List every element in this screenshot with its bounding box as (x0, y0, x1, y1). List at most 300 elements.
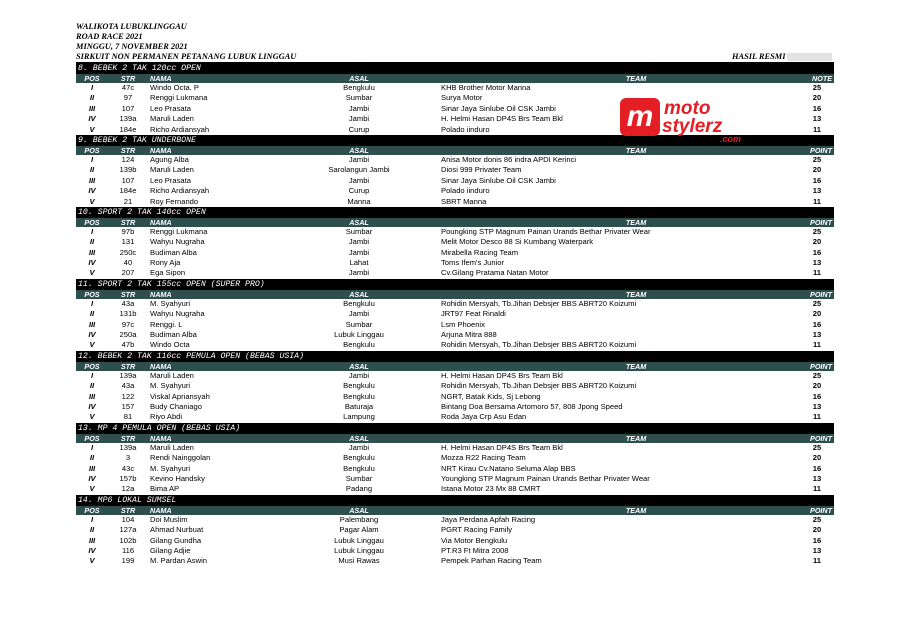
cell-point: 25 (812, 226, 822, 236)
table-row (76, 536, 834, 546)
cell-pos: V (89, 124, 95, 134)
column-header-pos: POS (84, 289, 100, 299)
table-row (76, 320, 834, 330)
table-row (76, 453, 834, 463)
section-title: 8. BEBEK 2 TAK 120cc OPEN (76, 63, 834, 74)
cell-point: 16 (812, 247, 822, 257)
cell-asal: Padang (345, 484, 373, 494)
cell-team: JRT97 Feat Rinaldi (441, 309, 506, 319)
column-header-pos: POS (84, 433, 100, 443)
cell-pos: IV (88, 114, 96, 124)
cell-pos: II (89, 453, 95, 463)
cell-team: Pempek Parhan Racing Team (441, 556, 542, 566)
cell-str: 47c (121, 83, 135, 92)
logo-domain: .com (720, 134, 742, 144)
cell-pos: III (88, 319, 96, 329)
table-row (76, 165, 834, 175)
cell-point: 16 (812, 319, 822, 329)
table-row (76, 381, 834, 391)
cell-asal: Jambi (348, 237, 370, 247)
cell-pos: III (88, 391, 96, 401)
cell-str: 43c (121, 463, 135, 473)
column-header-pos: POS (84, 217, 100, 227)
cell-team: Polado iinduro (441, 124, 490, 134)
column-header-row (76, 290, 834, 299)
cell-pos: III (88, 175, 96, 185)
cell-name: Doi Muslim (150, 514, 188, 524)
cell-asal: Bengkulu (343, 381, 375, 391)
cell-team: Jaya Perdana Apfah Racing (441, 514, 536, 524)
table-row (76, 176, 834, 186)
cell-asal: Lubuk Linggau (334, 545, 384, 555)
cell-team: Mozza R22 Racing Team (441, 453, 526, 463)
cell-team: Cv.Gilang Pratama Natan Motor (441, 268, 549, 278)
column-header-str: STR (120, 74, 136, 83)
cell-team: Rohidin Mersyah, Tb.Jihan Debsjer BBS ABRT20 Koizumi (441, 298, 637, 308)
cell-team: Surya Motor (441, 93, 483, 103)
cell-pos: IV (88, 545, 96, 555)
cell-str: 107 (121, 103, 135, 113)
cell-name: Leo Prasata (150, 175, 191, 185)
cell-team: H. Helmi Hasan DP4S Brs Team Bkl (441, 442, 563, 452)
column-header-point: POINT (810, 505, 832, 515)
cell-team: NGRT, Batak Kids, Sj Lebong (441, 391, 541, 401)
cell-name: Richo Ardiansyah (150, 124, 210, 134)
cell-pos: I (90, 514, 94, 524)
cell-team: Lsm Phoenix (441, 319, 485, 329)
cell-str: 122 (121, 391, 135, 401)
cell-str: 131b (119, 309, 137, 319)
cell-pos: II (89, 381, 95, 391)
cell-asal: Bengkulu (343, 298, 375, 308)
cell-asal: Jambi (348, 154, 370, 164)
column-header-team: TEAM (625, 505, 647, 515)
cell-team: NRT Kirau Cv.Natano Seluma Alap BBS (441, 463, 576, 473)
cell-name: Budiman Alba (150, 330, 197, 340)
cell-pos: II (89, 165, 95, 175)
cell-name: Renggi Lukmana (150, 93, 208, 103)
cell-name: Renggi. L (150, 319, 183, 329)
cell-str: 139a (119, 370, 137, 380)
cell-str: 207 (121, 268, 135, 278)
hasil-resmi-label: HASIL RESMI (732, 52, 786, 61)
column-header-team: TEAM (625, 74, 647, 83)
cell-point: 20 (812, 453, 822, 463)
cell-name: Kevino Handsky (150, 473, 205, 483)
cell-name: M. Syahyuri (150, 463, 191, 473)
cell-asal: Palembang (339, 514, 379, 524)
column-header-point: POINT (810, 433, 832, 443)
cell-str: 139a (119, 442, 137, 452)
column-header-str: STR (120, 217, 136, 227)
cell-team: Roda Jaya Crp Asu Edan (441, 412, 527, 422)
cell-str: 250a (119, 330, 137, 340)
cell-name: Renggi Lukmana (150, 226, 208, 236)
cell-pos: III (88, 535, 96, 545)
cell-team: Bintang Doa Bersama Artomoro 57, 808 Jpong Speed (441, 401, 623, 411)
cell-str: 3 (125, 453, 131, 463)
column-header-asal: ASAL (349, 145, 369, 155)
cell-str: 127a (119, 525, 137, 535)
cell-point: 20 (812, 165, 822, 175)
cell-str: 139a (119, 114, 137, 124)
column-header-pos: POS (84, 361, 100, 371)
cell-asal: Musi Rawas (338, 556, 380, 566)
cell-asal: Bengkulu (343, 453, 375, 463)
cell-asal: Curup (348, 124, 370, 134)
cell-asal: Bengkulu (343, 83, 375, 92)
table-row (76, 443, 834, 453)
cell-team: KHB Brother Motor Manna (441, 83, 531, 92)
cell-pos: II (89, 309, 95, 319)
cell-str: 21 (123, 196, 133, 206)
cell-team: H. Helmi Hasan DP4S Brs Team Bkl (441, 114, 563, 124)
table-row (76, 546, 834, 556)
cell-asal: Sumbar (345, 226, 373, 236)
cell-str: 12a (121, 484, 135, 494)
cell-pos: III (88, 103, 96, 113)
cell-team: Mirabella Racing Team (441, 247, 519, 257)
cell-pos: IV (88, 473, 96, 483)
cell-team: Toms Ifem's Junior (441, 258, 505, 268)
cell-name: Windo Octa. P (150, 83, 199, 92)
cell-name: Richo Ardiansyah (150, 186, 210, 196)
cell-name: Ega Sipon (150, 268, 186, 278)
cell-pos: IV (88, 258, 96, 268)
cell-team: SBRT Manna (441, 196, 487, 206)
cell-str: 199 (121, 556, 135, 566)
cell-asal: Sumbar (345, 319, 373, 329)
cell-str: 104 (121, 514, 135, 524)
cell-point: 25 (812, 154, 822, 164)
table-row (76, 402, 834, 412)
cell-pos: V (89, 196, 95, 206)
cell-str: 81 (123, 412, 133, 422)
cell-point: 20 (812, 309, 822, 319)
cell-name: M. Syahyuri (150, 298, 191, 308)
cell-team: PT.R3 Ft Mitra 2008 (441, 545, 509, 555)
column-header-asal: ASAL (349, 433, 369, 443)
cell-team: Anisa Motor donis 86 indra APDI Kerinci (441, 154, 577, 164)
column-header-row (76, 506, 834, 515)
cell-point: 25 (812, 442, 822, 452)
table-row (76, 248, 834, 258)
cell-pos: III (88, 463, 96, 473)
cell-asal: Bengkulu (343, 391, 375, 401)
cell-pos: I (90, 226, 94, 236)
cell-point: 11 (812, 268, 822, 278)
cell-point: 13 (812, 473, 822, 483)
cell-point: 13 (812, 330, 822, 340)
cell-name: Gilang Gundha (150, 535, 202, 545)
cell-name: Budy Chaniago (150, 401, 202, 411)
cell-asal: Lubuk Linggau (334, 535, 384, 545)
cell-pos: II (89, 525, 95, 535)
cell-team: Rohidin Mersyah, Tb.Jihan Debsjer BBS ABRT20 Koizumi (441, 340, 637, 350)
column-header-row (76, 362, 834, 371)
cell-asal: Jambi (348, 114, 370, 124)
cell-team: Arjuna Mitra 888 (441, 330, 497, 340)
column-header-asal: ASAL (349, 289, 369, 299)
cell-point: 16 (812, 175, 822, 185)
column-header-row (76, 218, 834, 227)
column-header-point: POINT (810, 145, 832, 155)
cell-point: 16 (812, 103, 822, 113)
cell-str: 97c (121, 319, 135, 329)
cell-name: Gilang Adjie (150, 545, 191, 555)
logo-mark: m (626, 100, 654, 133)
cell-pos: V (89, 340, 95, 350)
header-line-2: ROAD RACE 2021 (76, 32, 143, 41)
column-header-name: NAMA (150, 145, 172, 155)
cell-asal: Jambi (348, 247, 370, 257)
cell-asal: Manna (347, 196, 371, 206)
column-header-str: STR (120, 433, 136, 443)
cell-team: PGRT Racing Family (441, 525, 513, 535)
cell-name: Windo Octa (150, 340, 190, 350)
cell-asal: Jambi (348, 103, 370, 113)
column-header-row (76, 146, 834, 155)
cell-name: Wahyu Nugraha (150, 237, 205, 247)
cell-pos: II (89, 93, 95, 103)
cell-asal: Jambi (348, 175, 370, 185)
header-line-4 (76, 52, 834, 63)
cell-pos: V (89, 484, 95, 494)
table-row (76, 525, 834, 535)
section-title: 10. SPORT 2 TAK 140cc OPEN (76, 207, 834, 218)
cell-asal: Jambi (348, 442, 370, 452)
cell-point: 16 (812, 463, 822, 473)
hasil-box (787, 53, 832, 61)
cell-str: 102b (119, 535, 137, 545)
cell-name: Roy Fernando (150, 196, 199, 206)
cell-str: 184e (119, 186, 137, 196)
cell-name: Budiman Alba (150, 247, 197, 257)
cell-asal: Curup (348, 186, 370, 196)
table-row (76, 556, 834, 566)
cell-point: 20 (812, 525, 822, 535)
cell-asal: Baturaja (344, 401, 374, 411)
table-row (76, 330, 834, 340)
cell-point: 13 (812, 401, 822, 411)
logo-word-bottom: stylerz (662, 116, 723, 137)
logo-word-top: moto (664, 98, 711, 119)
column-header-point: POINT (810, 361, 832, 371)
cell-str: 157b (119, 473, 137, 483)
column-header-name: NAMA (150, 74, 172, 83)
cell-pos: V (89, 556, 95, 566)
cell-point: 20 (812, 381, 822, 391)
column-header-str: STR (120, 145, 136, 155)
cell-point: 11 (812, 196, 822, 206)
cell-name: Maruli Laden (150, 114, 194, 124)
table-row (76, 258, 834, 268)
cell-str: 43a (121, 298, 135, 308)
section-title: 11. SPORT 2 TAK 155cc OPEN (SUPER PRO) (76, 279, 834, 290)
table-row (76, 155, 834, 165)
table-row (76, 309, 834, 319)
cell-team: Sinar Jaya Sinlube Oil CSK Jambi (441, 103, 556, 113)
cell-pos: I (90, 83, 94, 92)
column-header-name: NAMA (150, 505, 172, 515)
motostylerz-logo (618, 92, 768, 144)
column-header-str: STR (120, 289, 136, 299)
cell-name: Maruli Laden (150, 370, 194, 380)
column-header-row (76, 74, 834, 83)
table-row (76, 474, 834, 484)
cell-asal: Jambi (348, 370, 370, 380)
cell-team: Sinar Jaya Sinlube Oil CSK Jambi (441, 175, 556, 185)
cell-point: 25 (812, 370, 822, 380)
cell-team: Via Motor Bengkulu (441, 535, 508, 545)
cell-str: 131 (121, 237, 135, 247)
cell-pos: II (89, 237, 95, 247)
cell-str: 157 (121, 401, 135, 411)
cell-name: Viskal Apriansyah (150, 391, 210, 401)
cell-point: 11 (812, 124, 822, 134)
cell-str: 97 (123, 93, 133, 103)
header-line-1: WALIKOTA LUBUKLINGGAU (76, 22, 187, 31)
column-header-asal: ASAL (349, 361, 369, 371)
cell-asal: Bengkulu (343, 340, 375, 350)
cell-str: 47b (121, 340, 135, 350)
column-header-pos: POS (84, 505, 100, 515)
cell-name: M. Syahyuri (150, 381, 191, 391)
table-row (76, 340, 834, 350)
column-header-team: TEAM (625, 217, 647, 227)
cell-name: Agung Alba (150, 154, 189, 164)
cell-pos: I (90, 154, 94, 164)
column-header-pos: POS (84, 74, 100, 83)
cell-pos: I (90, 298, 94, 308)
section-title: 13. MP 4 PEMULA OPEN (BEBAS USIA) (76, 423, 834, 434)
cell-str: 107 (121, 175, 135, 185)
cell-name: Maruli Laden (150, 442, 194, 452)
cell-point: 11 (812, 556, 822, 566)
cell-point: 13 (812, 114, 822, 124)
column-header-row (76, 434, 834, 443)
cell-point: 20 (812, 237, 822, 247)
cell-point: 13 (812, 258, 822, 268)
cell-pos: I (90, 370, 94, 380)
column-header-team: TEAM (625, 361, 647, 371)
column-header-asal: ASAL (349, 217, 369, 227)
table-row (76, 237, 834, 247)
column-header-name: NAMA (150, 217, 172, 227)
cell-team: Polado iinduro (441, 186, 490, 196)
cell-name: Bima AP (150, 484, 180, 494)
column-header-pos: POS (84, 145, 100, 155)
cell-team: Melit Motor Desco 88 Si Kumbang Waterpark (441, 237, 594, 247)
cell-point: 25 (812, 298, 822, 308)
column-header-point: POINT (810, 217, 832, 227)
cell-name: M. Pardan Aswin (150, 556, 207, 566)
cell-asal: Jambi (348, 268, 370, 278)
table-row (76, 268, 834, 278)
cell-point: 11 (812, 484, 822, 494)
cell-point: 25 (812, 514, 822, 524)
cell-point: 11 (812, 412, 822, 422)
cell-asal: Sumbar (345, 93, 373, 103)
cell-team: Poungking STP Magnum Painan Urands Bethar Privater Wear (441, 226, 651, 236)
column-header-asal: ASAL (349, 74, 369, 83)
table-row (76, 484, 834, 494)
cell-point: 16 (812, 535, 822, 545)
column-header-point: NOTE (812, 74, 832, 83)
section-title: 9. BEBEK 2 TAK UNDERBONE (76, 135, 834, 146)
cell-str: 124 (121, 154, 135, 164)
cell-pos: I (90, 442, 94, 452)
section-title: 14. MP6 LOKAL SUMSEL (76, 495, 834, 506)
cell-point: 11 (812, 340, 822, 350)
circuit-name: SIRKUIT NON PERMANEN PETANANG LUBUK LINGGAU (76, 52, 297, 61)
cell-point: 20 (812, 93, 822, 103)
cell-asal: Bengkulu (343, 463, 375, 473)
cell-team: Rohidin Mersyah, Tb.Jihan Debsjer BBS ABRT20 Koizumi (441, 381, 637, 391)
column-header-team: TEAM (625, 289, 647, 299)
cell-str: 116 (121, 545, 135, 555)
cell-team: Youngking STP Magnum Painan Urands Bethar Privater Wear (441, 473, 650, 483)
cell-name: Maruli Laden (150, 165, 194, 175)
table-row (76, 197, 834, 207)
cell-asal: Sumbar (345, 473, 373, 483)
cell-team: Diosi 999 Privater Team (441, 165, 522, 175)
header-line-3: MINGGU, 7 NOVEMBER 2021 (76, 42, 188, 51)
table-row (76, 371, 834, 381)
column-header-point: POINT (810, 289, 832, 299)
cell-name: Rony Aja (150, 258, 181, 268)
cell-pos: IV (88, 401, 96, 411)
column-header-str: STR (120, 361, 136, 371)
cell-asal: Pagar Alam (339, 525, 379, 535)
cell-team: H. Helmi Hasan DP4S Brs Team Bkl (441, 370, 563, 380)
column-header-name: NAMA (150, 433, 172, 443)
cell-str: 43a (121, 381, 135, 391)
cell-point: 16 (812, 391, 822, 401)
cell-point: 25 (812, 83, 822, 92)
cell-pos: V (89, 412, 95, 422)
cell-pos: III (88, 247, 96, 257)
column-header-team: TEAM (625, 145, 647, 155)
cell-name: Riyo Abdi (150, 412, 183, 422)
cell-name: Rendi Nainggolan (150, 453, 211, 463)
section-title: 12. BEBEK 2 TAK 116cc PEMULA OPEN (BEBAS USIA) (76, 351, 834, 362)
column-header-name: NAMA (150, 289, 172, 299)
cell-str: 184e (119, 124, 137, 134)
table-row (76, 464, 834, 474)
table-row (76, 412, 834, 422)
cell-pos: V (89, 268, 95, 278)
cell-pos: IV (88, 186, 96, 196)
cell-str: 40 (123, 258, 133, 268)
cell-str: 139b (119, 165, 137, 175)
table-row (76, 299, 834, 309)
cell-name: Ahmad Nurbuat (150, 525, 204, 535)
cell-asal: Lubuk Linggau (334, 330, 384, 340)
table-row (76, 227, 834, 237)
cell-point: 13 (812, 545, 822, 555)
table-row (76, 186, 834, 196)
cell-str: 97b (121, 226, 135, 236)
cell-str: 250c (119, 247, 137, 257)
cell-pos: IV (88, 330, 96, 340)
table-row (76, 392, 834, 402)
column-header-asal: ASAL (349, 505, 369, 515)
cell-team: Istana Motor 23 Mx 88 CMRT (441, 484, 541, 494)
cell-asal: Jambi (348, 309, 370, 319)
cell-asal: Lampung (343, 412, 375, 422)
table-row (76, 515, 834, 525)
